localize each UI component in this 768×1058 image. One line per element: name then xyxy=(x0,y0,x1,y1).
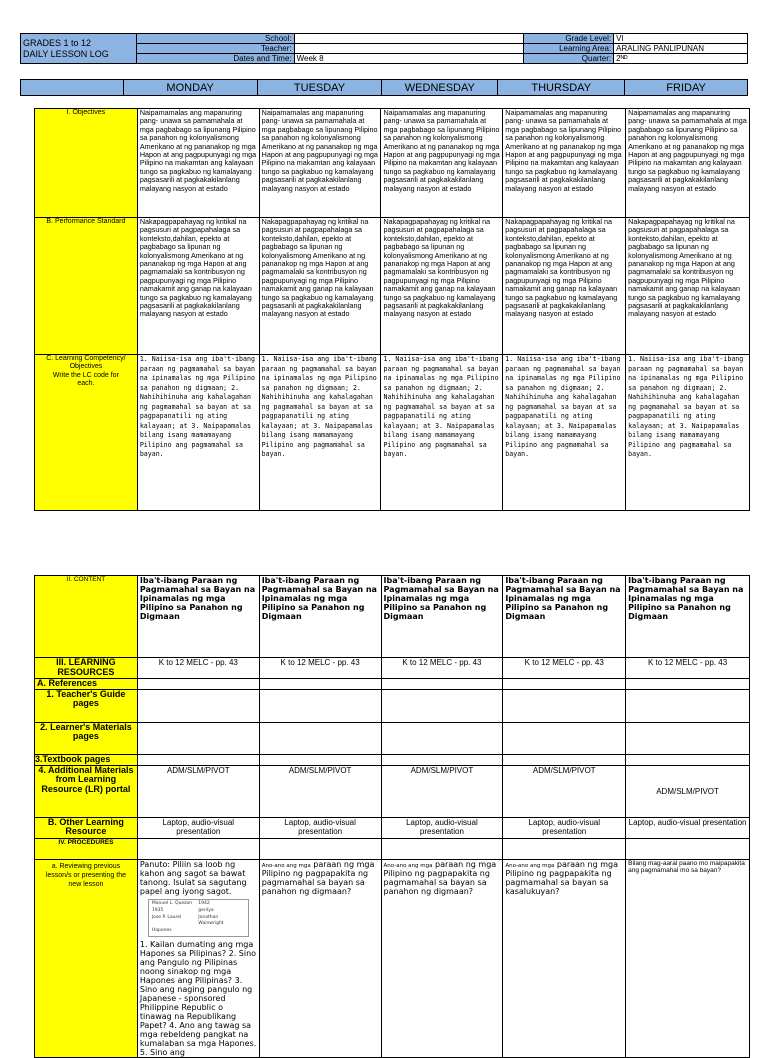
teacher-value xyxy=(294,44,524,54)
procedures-label: IV. PROCEDURES xyxy=(35,838,138,859)
lm-monday xyxy=(137,722,259,754)
choice-3: 1935 xyxy=(151,907,164,913)
content-table xyxy=(34,575,750,1058)
choice-6: Jonathan Wainwright xyxy=(198,914,224,926)
reviewing-thursday xyxy=(503,859,626,1057)
proc-friday xyxy=(626,838,750,859)
references-thursday xyxy=(503,679,626,690)
content-thursday: Iba't-ibang Paraan ng Pagmamahal sa Bayan na Ipinamalas ng mga Pilipino sa Panahon ng Digmaan xyxy=(503,576,626,658)
competency-tuesday: 1. Naiisa-isa ang iba't-ibang paraan ng pagmamahal sa bayan na ipinamalas ng mga Pilipino sa panahon ng digmaan; 2. Nahihihinuha ang kahalagahan ng pagmamahal sa bayan at sa pagpapanatili ng ating kalayaan; at 3. Naipapamalas bilang isang mamamayang Pilipino ang pagmamahal sa bayan. xyxy=(259,355,381,511)
references-tuesday xyxy=(259,679,381,690)
dll-title-line2: DAILY LESSON LOG xyxy=(23,48,109,59)
tb-monday xyxy=(137,754,259,765)
other-wednesday: Laptop, audio-visual presentation xyxy=(381,817,503,838)
objectives-table xyxy=(34,108,750,511)
reviewing-monday-intro: Panuto: Piliin sa loob ng kahon ang sagot sa bawat tanong. Isulat sa sagutang papel ang iyong sagot. xyxy=(139,859,247,896)
references-friday xyxy=(626,679,750,690)
proc-tuesday xyxy=(259,838,381,859)
content-friday: Iba't-ibang Paraan ng Pagmamahal sa Bayan na Ipinamalas ng mga Pilipino sa Panahon ng Digmaan xyxy=(626,576,750,658)
resources-label: III. LEARNING RESOURCES xyxy=(35,658,138,679)
tg-monday xyxy=(137,689,259,722)
area-label: Learning Area: xyxy=(524,44,614,54)
competency-thursday: 1. Naiisa-isa ang iba't-ibang paraan ng pagmamahal sa bayan na ipinamalas ng mga Pilipino sa panahon ng digmaan; 2. Nahihihinuha ang kahalagahan ng pagmamahal sa bayan at sa pagpapanatili ng ating kalayaan; at 3. Naipapamalas bilang isang mamamayang Pilipino ang pagmamahal sa bayan. xyxy=(503,355,626,511)
day-thursday: THURSDAY xyxy=(498,80,625,96)
choice-5: Jose P. Laurel xyxy=(151,914,182,920)
additional-thursday: ADM/SLM/PIVOT xyxy=(503,765,626,817)
performance-monday: Nakapagpapahayag ng kritikal na pagsusuri at pagpapahalaga sa konteksto,dahilan, epekto at pagbabago sa lipunan ng kolonyalismong Amerikano at ng pananakop ng mga Hapon at ang pagmamalaki sa kontribusyon ng pagpupunyagi ng mga Pilipino namakamit ang ganap na kalayaan tungo sa pagkabuo ng kamalayang pagsasarili at pagkakakilanlang malayang nasyon at estado xyxy=(137,218,259,355)
proc-thursday xyxy=(503,838,626,859)
day-tuesday: TUESDAY xyxy=(257,80,382,96)
school-value xyxy=(294,34,524,44)
resources-wednesday: K to 12 MELC - pp. 43 xyxy=(381,658,503,679)
other-friday: Laptop, audio-visual presentation xyxy=(626,817,750,838)
resources-monday: K to 12 MELC - pp. 43 xyxy=(137,658,259,679)
answer-choices-box xyxy=(148,899,249,937)
content-wednesday: Iba't-ibang Paraan ng Pagmamahal sa Bayan na Ipinamalas ng mga Pilipino sa Panahon ng Digmaan xyxy=(381,576,503,658)
competency-wednesday: 1. Naiisa-isa ang iba't-ibang paraan ng pagmamahal sa bayan na ipinamalas ng mga Pilipino sa panahon ng digmaan; 2. Nahihihinuha ang kahalagahan ng pagmamahal sa bayan at sa pagpapanatili ng ating kalayaan; at 3. Naipapamalas bilang isang mamamayang Pilipino ang pagmamahal sa bayan. xyxy=(381,355,503,511)
references-wednesday xyxy=(381,679,503,690)
tg-friday xyxy=(626,689,750,722)
lm-wednesday xyxy=(381,722,503,754)
reviewing-tuesday xyxy=(259,859,381,1057)
competency-label-note: Write the LC code for each. xyxy=(52,371,119,388)
choice-2: 1942 xyxy=(198,900,210,906)
performance-tuesday: Nakapagpapahayag ng kritikal na pagsusuri at pagpapahalaga sa konteksto,dahilan, epekto at pagbabago sa lipunan ng kolonyalismong Amerikano at ng pananakop ng mga Hapon at ang pagmamalaki sa kontribusyon ng pagpupunyagi ng mga Pilipino namakamit ang ganap na kalayaan tungo sa pagkabuo ng kamalayang pagsasarili at pagkakakilanlang malayang nasyon at estado xyxy=(259,218,381,355)
lm-friday xyxy=(626,722,750,754)
resources-friday: K to 12 MELC - pp. 43 xyxy=(626,658,750,679)
reviewing-wednesday-prefix: Ano-ano ang mga xyxy=(383,862,433,869)
lm-tuesday xyxy=(259,722,381,754)
lm-thursday xyxy=(503,722,626,754)
choice-7: Hapones xyxy=(151,927,172,933)
reviewing-wednesday xyxy=(381,859,503,1057)
learners-label: 2. Learner's Materials pages xyxy=(35,722,138,754)
quarter-label: Quarter: xyxy=(524,54,614,64)
choice-1: Manuel L. Quezon xyxy=(151,900,193,906)
reviewing-monday-questions: 1. Kailan dumating ang mga Hapones sa Pilipinas? 2. Sino ang Pangulo ng Pilipinas noong sinakop ng mga Hapones ang Pilipinas? 3. Sino ang naging pangulo ng Japanese - sponsored Philippine Republic o tinawag na Republikang Papet? 4. Ano ang tawag sa mga rebeldeng pangkat na kumalaban sa mga Hapones. 5. Sino ang xyxy=(139,939,257,1057)
dll-title-line1: GRADES 1 to 12 xyxy=(23,37,92,48)
reviewing-friday: Bilang mag-aaral paano mo maipapakita ang pagmamahal mo sa bayan? xyxy=(626,859,750,1057)
performance-friday: Nakapagpapahayag ng kritikal na pagsusuri at pagpapahalaga sa konteksto,dahilan, epekto at pagbabago sa lipunan ng kolonyalismong Amerikano at ng pananakop ng mga Hapon at ang pagmamalaki sa kontribusyon ng pagpupunyagi ng mga Pilipino namakamit ang ganap na kalayaan tungo sa pagkabuo ng kamalayang pagsasarili at pagkakakilanlang malayang nasyon at estado xyxy=(626,218,750,355)
additional-monday: ADM/SLM/PIVOT xyxy=(137,765,259,817)
tg-thursday xyxy=(503,689,626,722)
reviewing-tuesday-prefix: Ano-ano ang mga xyxy=(261,862,311,869)
objectives-tuesday: Naipamamalas ang mapanuring pang- unawa sa pamamahala at mga pagbabago sa lipunang Pilipino sa panahon ng kolonyalismong Amerikano at ng pananakop ng mga Hapon at ang pagpupunyagi ng mga Pilipino na makamtan ang kalayaan tungo sa pagkabuo ng kamalayang pagsasarili at pagkakakilanlang malayang nasyon at estado xyxy=(259,109,381,218)
tg-wednesday xyxy=(381,689,503,722)
tb-tuesday xyxy=(259,754,381,765)
quarter-value: 2ᴺᴰ xyxy=(614,54,748,64)
choice-4: gerilya xyxy=(198,907,214,913)
content-label: II. CONTENT xyxy=(35,576,138,658)
additional-friday: ADM/SLM/PIVOT xyxy=(626,765,750,817)
tb-wednesday xyxy=(381,754,503,765)
teachers-guide-label: 1. Teacher's Guide pages xyxy=(35,689,138,722)
resources-tuesday: K to 12 MELC - pp. 43 xyxy=(259,658,381,679)
objectives-friday: Naipamamalas ang mapanuring pang- unawa sa pamamahala at mga pagbabago sa lipunang Pilipino sa panahon ng kolonyalismong Amerikano at ng pananakop ng mga Hapon at ang pagpupunyagi ng mga Pilipino na makamtan ang kalayaan tungo sa pagkabuo ng kamalayang pagsasarili at pagkakakilanlang malayang nasyon at estado xyxy=(626,109,750,218)
dates-value: Week 8 xyxy=(294,54,524,64)
additional-label: 4. Additional Materials from Learning Resource (LR) portal xyxy=(35,765,138,817)
grade-label: Grade Level: xyxy=(524,34,614,44)
competency-friday: 1. Naiisa-isa ang iba't-ibang paraan ng pagmamahal sa bayan na ipinamalas ng mga Pilipino sa panahon ng digmaan; 2. Nahihihinuha ang kahalagahan ng pagmamahal sa bayan at sa pagpapanatili ng ating kalayaan; at 3. Naipapamalas bilang isang mamamayang Pilipino ang pagmamahal sa bayan. xyxy=(626,355,750,511)
textbook-label: 3.Textbook pages xyxy=(35,754,138,765)
reviewing-tuesday-text: paraan ng mga Pilipino ng pagpapakita ng pagmamahal sa bayan sa panahon ng digmaan? xyxy=(261,859,375,896)
objectives-thursday: Naipamamalas ang mapanuring pang- unawa sa pamamahala at mga pagbabago sa lipunang Pilipino sa panahon ng kolonyalismong Amerikano at ng pananakop ng mga Hapon at ang pagpupunyagi ng mga Pilipino na makamtan ang kalayaan tungo sa pagkabuo ng kamalayang pagsasarili at pagkakakilanlang malayang nasyon at estado xyxy=(503,109,626,218)
tb-friday xyxy=(626,754,750,765)
references-label: A. References xyxy=(35,679,138,690)
dates-label: Dates and Time: xyxy=(136,54,294,64)
other-label: B. Other Learning Resource xyxy=(35,817,138,838)
header-table xyxy=(20,33,748,64)
area-value: ARALING PANLIPUNAN xyxy=(614,44,748,54)
reviewing-thursday-text: paraan ng mga Pilipino ng pagpapakita ng pagmamahal sa bayan sa kasalukuyan? xyxy=(505,859,619,896)
dll-title xyxy=(21,34,137,64)
tg-tuesday xyxy=(259,689,381,722)
reviewing-wednesday-text: paraan ng mga Pilipino ng pagpapakita ng pagmamahal sa bayan sa panahon ng digmaan? xyxy=(383,859,497,896)
competency-monday: 1. Naiisa-isa ang iba't-ibang paraan ng pagmamahal sa bayan na ipinamalas ng mga Pilipino sa panahon ng digmaan; 2. Nahihihinuha ang kahalagahan ng pagmamahal sa bayan at sa pagpapanatili ng ating kalayaan; at 3. Naipapamalas bilang isang mamamayang Pilipino ang pagmamahal sa bayan. xyxy=(137,355,259,511)
objectives-monday: Naipamamalas ang mapanuring pang- unawa sa pamamahala at mga pagbabago sa lipunang Pilipino sa panahon ng kolonyalismong Amerikano at ng pananakop ng mga Hapon at ang pagpupunyagi ng mga Pilipino na makamtan ang kalayaan tungo sa pagkabuo ng kamalayang pagsasarili at pagkakakilanlang malayang nasyon at estado xyxy=(137,109,259,218)
competency-label xyxy=(35,355,138,511)
performance-label: B. Performance Standard xyxy=(35,218,138,355)
content-monday: Iba't-ibang Paraan ng Pagmamahal sa Bayan na Ipinamalas ng mga Pilipino sa Panahon ng Digmaan xyxy=(137,576,259,658)
other-thursday: Laptop, audio-visual presentation xyxy=(503,817,626,838)
additional-tuesday: ADM/SLM/PIVOT xyxy=(259,765,381,817)
day-monday: MONDAY xyxy=(123,80,257,96)
teacher-label: Teacher: xyxy=(136,44,294,54)
proc-wednesday xyxy=(381,838,503,859)
grade-value: VI xyxy=(614,34,748,44)
references-monday xyxy=(137,679,259,690)
days-header xyxy=(20,79,748,96)
additional-wednesday: ADM/SLM/PIVOT xyxy=(381,765,503,817)
performance-wednesday: Nakapagpapahayag ng kritikal na pagsusuri at pagpapahalaga sa konteksto,dahilan, epekto at pagbabago sa lipunan ng kolonyalismong Amerikano at ng pananakop ng mga Hapon at ang pagmamalaki sa kontribusyon ng pagpupunyagi ng mga Pilipino namakamit ang ganap na kalayaan tungo sa pagkabuo ng kamalayang pagsasarili at pagkakakilanlang malayang nasyon at estado xyxy=(381,218,503,355)
day-friday: FRIDAY xyxy=(625,80,748,96)
proc-monday xyxy=(137,838,259,859)
school-label: School: xyxy=(136,34,294,44)
other-monday: Laptop, audio-visual presentation xyxy=(137,817,259,838)
objectives-label: I. Objectives xyxy=(35,109,138,218)
objectives-wednesday: Naipamamalas ang mapanuring pang- unawa sa pamamahala at mga pagbabago sa lipunang Pilipino sa panahon ng kolonyalismong Amerikano at ng pananakop ng mga Hapon at ang pagpupunyagi ng mga Pilipino na makamtan ang kalayaan tungo sa pagkabuo ng kamalayang pagsasarili at pagkakakilanlang malayang nasyon at estado xyxy=(381,109,503,218)
other-tuesday: Laptop, audio-visual presentation xyxy=(259,817,381,838)
competency-label-title: C. Learning Competency/ Objectives xyxy=(46,355,126,371)
reviewing-label: a. Reviewing previous lesson/s or presenting the new lesson xyxy=(35,859,138,1057)
tb-thursday xyxy=(503,754,626,765)
performance-thursday: Nakapagpapahayag ng kritikal na pagsusuri at pagpapahalaga sa konteksto,dahilan, epekto at pagbabago sa lipunan ng kolonyalismong Amerikano at ng pananakop ng mga Hapon at ang pagmamalaki sa kontribusyon ng pagpupunyagi ng mga Pilipino namakamit ang ganap na kalayaan tungo sa pagkabuo ng kamalayang pagsasarili at pagkakakilanlang malayang nasyon at estado xyxy=(503,218,626,355)
reviewing-monday xyxy=(137,859,259,1057)
content-tuesday: Iba't-ibang Paraan ng Pagmamahal sa Bayan na Ipinamalas ng mga Pilipino sa Panahon ng Digmaan xyxy=(259,576,381,658)
reviewing-thursday-prefix: Ano-ano ang mga xyxy=(505,862,555,869)
day-wednesday: WEDNESDAY xyxy=(382,80,498,96)
days-corner xyxy=(21,80,124,96)
resources-thursday: K to 12 MELC - pp. 43 xyxy=(503,658,626,679)
